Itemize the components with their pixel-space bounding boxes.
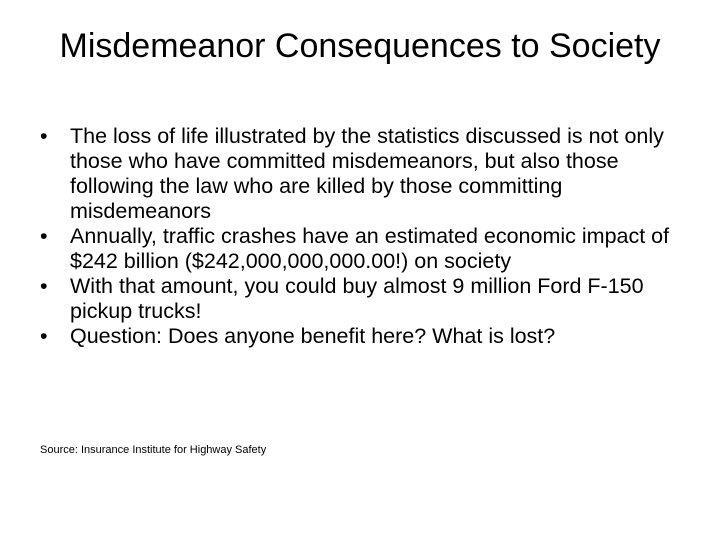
- bullet-item: [36, 324, 686, 349]
- bullet-icon: •: [40, 274, 48, 298]
- bullet-text: With that amount, you could buy almost 9 million Ford F-150 pickup trucks!: [70, 274, 644, 323]
- bullet-icon: •: [40, 124, 48, 148]
- slide-title: Misdemeanor Consequences to Society: [59, 27, 661, 65]
- bullet-icon: •: [40, 224, 48, 248]
- bullet-item: [36, 224, 686, 274]
- bullet-text: Annually, traffic crashes have an estimated economic impact of $242 billion ($242,000,000,000.00!) on society: [70, 224, 670, 273]
- bullet-text: The loss of life illustrated by the statistics discussed is not only those who have committed misdemeanors, but also those following the law who are killed by those committing misdemeanors: [70, 124, 664, 223]
- bullet-text: Question: Does anyone benefit here? What is lost?: [70, 324, 556, 348]
- bullet-list: [36, 124, 686, 349]
- bullet-icon: •: [40, 324, 48, 348]
- source-citation: Source: Insurance Institute for Highway Safety: [40, 444, 267, 456]
- bullet-item: [36, 124, 686, 224]
- bullet-item: [36, 274, 686, 324]
